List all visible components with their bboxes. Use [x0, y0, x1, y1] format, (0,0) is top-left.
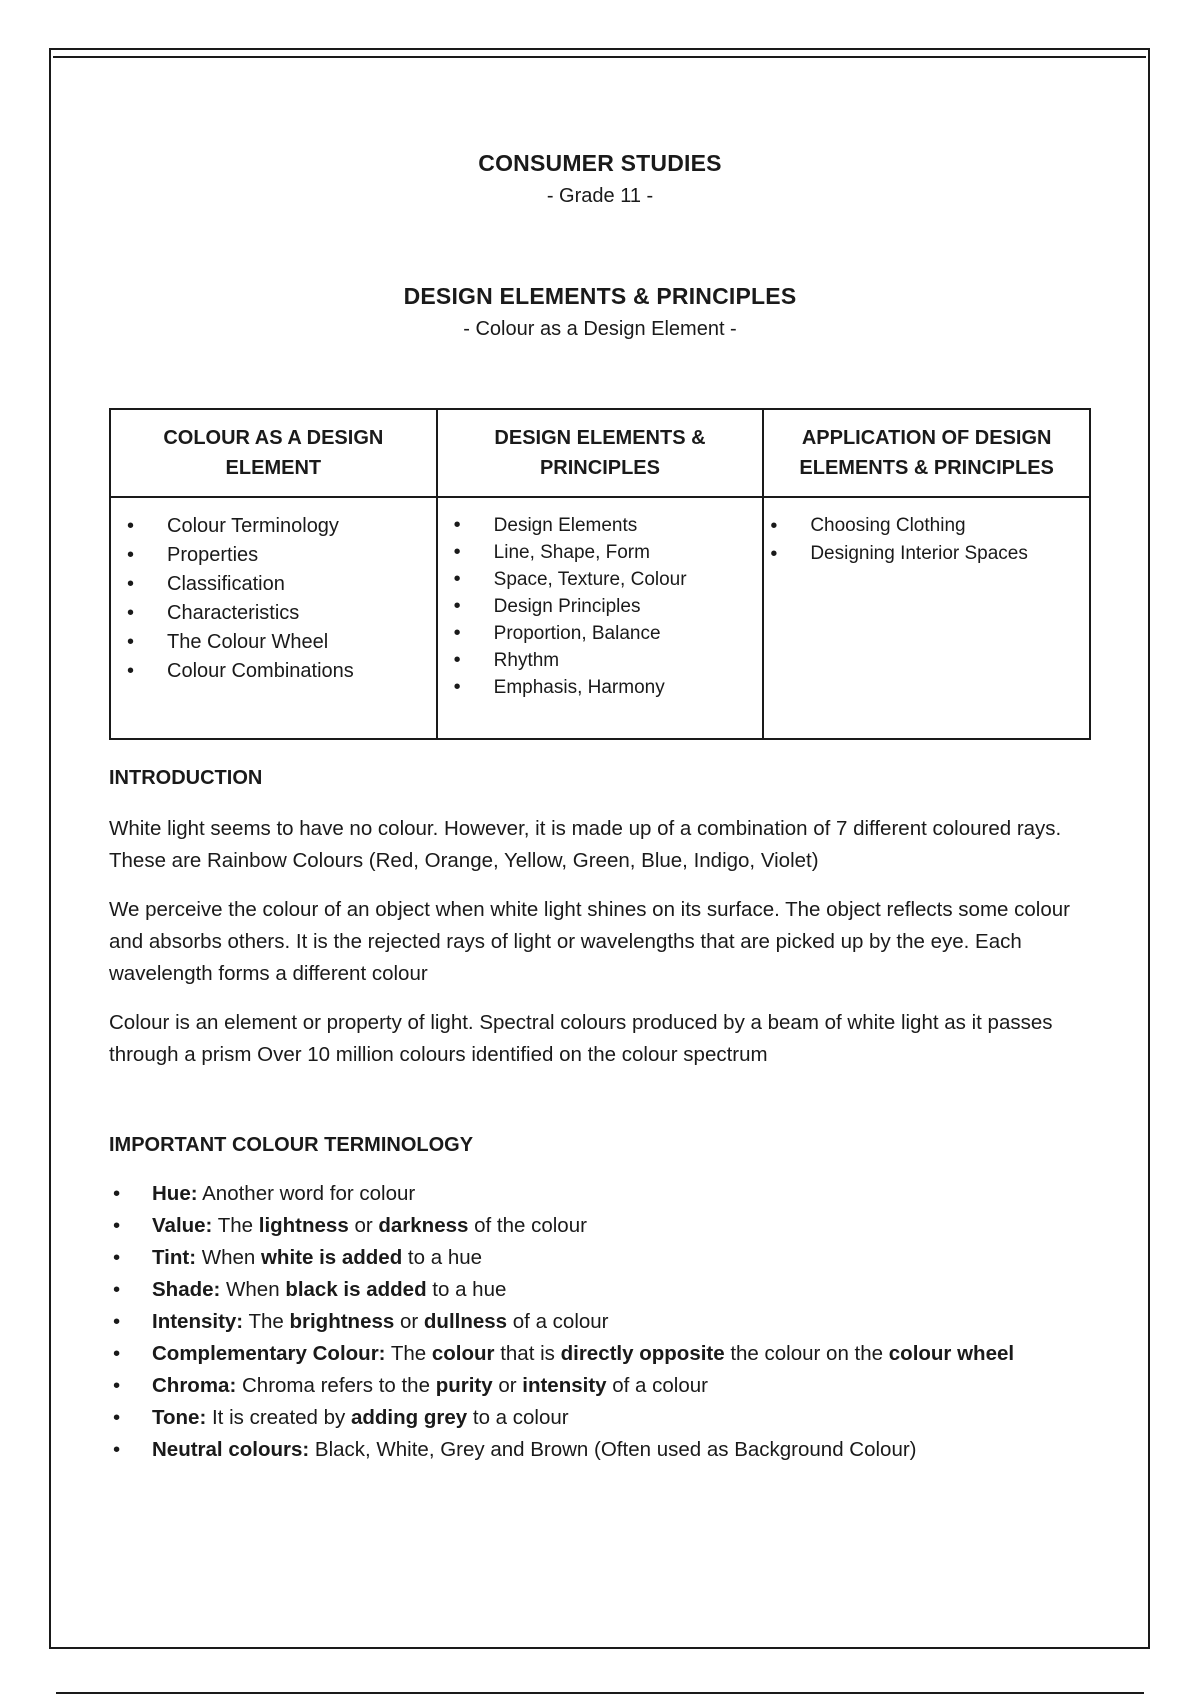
list-item: • Space, Texture, Colour [454, 566, 753, 593]
list-item: • Design Principles [454, 593, 753, 620]
introduction-paragraph: We perceive the colour of an object when white light shines on its surface. The object reflects some colour and absorbs others. It is the rejected rays of light or wavelengths that are picked up by the eye. Each wavelength forms a different colour [109, 898, 1070, 985]
list-item: • Properties [127, 541, 426, 570]
introduction-paragraph: White light seems to have no colour. However, it is made up of a combination of 7 different coloured rays. These are Rainbow Colours (Red, Orange, Yellow, Green, Blue, Indigo, Violet) [109, 817, 1062, 872]
terminology-item [109, 1178, 1109, 1210]
introduction-body [109, 813, 1094, 1088]
term-text: It is created by [206, 1406, 351, 1429]
term-text: of a colour [606, 1374, 708, 1397]
terminology-item [109, 1370, 1109, 1402]
term-label: Chroma: [152, 1374, 237, 1397]
term-emphasis: colour [431, 1342, 495, 1365]
page-bottom-rule [56, 1692, 1144, 1694]
terminology-item [109, 1306, 1109, 1338]
term-emphasis: darkness [378, 1214, 469, 1237]
list-item: • Colour Terminology [127, 512, 426, 541]
term-emphasis: intensity [522, 1374, 607, 1397]
term-text: The [212, 1214, 259, 1237]
term-emphasis: colour wheel [888, 1342, 1015, 1365]
subtopic-label: - Colour as a Design Element - [463, 318, 737, 340]
page-border-top-line [53, 56, 1146, 58]
list-item: • Design Elements [454, 512, 753, 539]
list-item: • Emphasis, Harmony [454, 674, 753, 701]
term-text: The [385, 1342, 432, 1365]
overview-table [109, 408, 1091, 740]
list-item: • Designing Interior Spaces [770, 540, 1079, 568]
list-item: • Choosing Clothing [770, 512, 1079, 540]
term-text: or [492, 1374, 523, 1397]
term-text: the colour on the [724, 1342, 889, 1365]
term-label: Tone: [152, 1406, 207, 1429]
term-text: When [196, 1246, 261, 1269]
term-label: Hue: [152, 1182, 198, 1205]
terminology-item [109, 1402, 1109, 1434]
terminology-item [109, 1242, 1109, 1274]
list-item: • Characteristics [127, 599, 426, 628]
term-text: of a colour [507, 1310, 609, 1333]
list-item: • Classification [127, 570, 426, 599]
subject-header [0, 150, 1200, 208]
introduction-heading: INTRODUCTION [109, 767, 263, 789]
topic-title: DESIGN ELEMENTS & PRINCIPLES [403, 283, 797, 309]
term-emphasis: brightness [289, 1310, 395, 1333]
term-text: or [394, 1310, 424, 1333]
column-heading-colour: COLOUR AS A DESIGN ELEMENT [110, 409, 437, 497]
terminology-item [109, 1434, 1109, 1466]
column-cell-colour [110, 497, 437, 739]
term-emphasis: purity [435, 1374, 493, 1397]
terminology-heading: IMPORTANT COLOUR TERMINOLOGY [109, 1134, 474, 1156]
subject-title: CONSUMER STUDIES [478, 150, 722, 176]
term-text: When [220, 1278, 286, 1301]
topic-header [0, 283, 1200, 341]
term-emphasis: lightness [258, 1214, 349, 1237]
column-heading-application: APPLICATION OF DESIGN ELEMENTS & PRINCIPLES [763, 409, 1090, 497]
list-item: • Rhythm [454, 647, 753, 674]
term-label: Complementary Colour: [152, 1342, 386, 1365]
term-text: to a hue [426, 1278, 507, 1301]
term-text: The [243, 1310, 290, 1333]
term-emphasis: white is added [260, 1246, 403, 1269]
introduction-paragraph: Colour is an element or property of light. Spectral colours produced by a beam of white light as it passes through a prism Over 10 million colours identified on the colour spectrum [109, 1011, 1053, 1066]
list-item: • The Colour Wheel [127, 628, 426, 657]
terminology-item [109, 1338, 1109, 1370]
term-text: to a colour [467, 1406, 569, 1429]
column-heading-design: DESIGN ELEMENTS & PRINCIPLES [437, 409, 764, 497]
list-item: • Colour Combinations [127, 657, 426, 686]
term-emphasis: black is added [285, 1278, 427, 1301]
colour-topic-list [127, 512, 426, 686]
terminology-list [109, 1178, 1109, 1466]
term-label: Tint: [152, 1246, 197, 1269]
term-text: Chroma refers to the [236, 1374, 436, 1397]
term-emphasis: adding grey [350, 1406, 468, 1429]
list-item: • Proportion, Balance [454, 620, 753, 647]
term-text: of the colour [468, 1214, 587, 1237]
term-text: or [348, 1214, 379, 1237]
term-label: Intensity: [152, 1310, 244, 1333]
design-topic-list [454, 512, 753, 701]
term-label: Value: [152, 1214, 213, 1237]
term-text: to a hue [402, 1246, 483, 1269]
column-cell-application [763, 497, 1090, 739]
list-item: • Line, Shape, Form [454, 539, 753, 566]
term-emphasis: dullness [423, 1310, 508, 1333]
term-label: Shade: [152, 1278, 221, 1301]
column-cell-design [437, 497, 764, 739]
term-emphasis: directly opposite [560, 1342, 725, 1365]
terminology-item [109, 1210, 1109, 1242]
term-text: Another word for colour [197, 1182, 416, 1205]
terminology-item [109, 1274, 1109, 1306]
grade-label: - Grade 11 - [546, 185, 654, 207]
term-label: Neutral colours: [152, 1438, 310, 1461]
term-text: that is [494, 1342, 561, 1365]
term-text: Black, White, Grey and Brown (Often used as Background Colour) [309, 1438, 917, 1461]
application-topic-list [770, 512, 1079, 568]
